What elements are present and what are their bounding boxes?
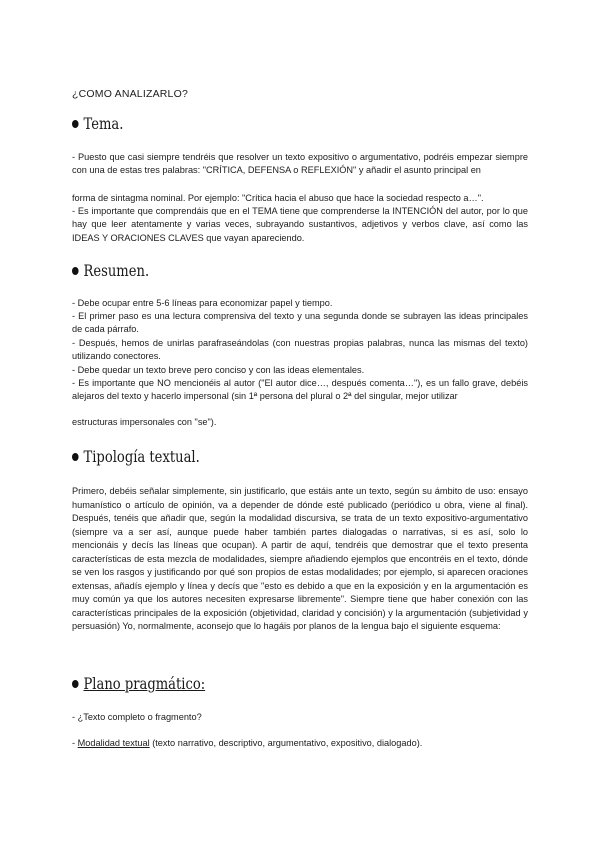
bullet-icon xyxy=(72,120,79,128)
resumen-line-4: - Debe quedar un texto breve pero conciso y con las ideas elementales. xyxy=(72,365,365,375)
resumen-line-3: - Después, hemos de unirlas parafraseándolas (con nuestras propias palabras, nunca las mismas del texto) utilizando conectores. xyxy=(72,338,528,362)
section-heading-plano-pragmatico xyxy=(72,674,205,693)
resumen-line-5: - Es importante que NO mencionéis al autor ("El autor dice…, después comenta…"), es un fallo grave, debéis alejaros del texto y hacerlo impersonal (sin 1ª persona del plural o 2ª del singular, mejor utilizar xyxy=(72,378,528,402)
plano-line-2-rest: (texto narrativo, descriptivo, argumentativo, expositivo, dialogado). xyxy=(149,738,423,748)
bullet-icon xyxy=(72,453,79,461)
section-heading-tema xyxy=(72,114,123,133)
plano-line-2-prefix: - xyxy=(72,738,78,748)
tipologia-paragraph: Primero, debéis señalar simplemente, sin justificarlo, que estáis ante un texto, según su ámbito de uso: ensayo humanístico o artículo de opinión, va a depender de dónde esté publicado (periódico u obra, viene al final). Después, tenéis que añadir que, según la modalidad discursiva, se trata de un texto expositivo-argumentativo (siempre va a ser así, aunque puede haber también partes dialogadas o narrativas, si es así, solo lo mencionáis y decís las líneas que ocupan). A partir de aquí, tendréis que demostrar que el texto presenta características de esta mezcla de modalidades, siempre añadiendo ejemplos que encontréis en el texto, dónde se ven los rasgos y justificando por qué son propios de estas modalidades; por ejemplo, si aparecen oraciones extensas, añadís ejemplo y línea y decís que "esto es debido a que en la exposición y en la argumentación es muy común ya que los autores necesiten expresarse libremente". Siempre tiene que haber conexión con las características principales de la exposición (objetividad, claridad y concisión) y la argumentación (subjetividad y persuasión) Yo, normalmente, aconsejo que lo hagáis por planos de la lengua bajo el siguiente esquema: xyxy=(72,486,528,631)
heading-text: Tema. xyxy=(83,114,124,133)
section-heading-tipologia xyxy=(72,447,200,466)
modalidad-textual-term: Modalidad textual xyxy=(77,738,150,748)
heading-text: Tipología textual. xyxy=(83,447,200,466)
resumen-line-2: - El primer paso es una lectura comprensiva del texto y una segunda donde se subrayen las ideas principales de cada párrafo. xyxy=(72,311,528,335)
bullet-icon xyxy=(72,267,79,275)
heading-text: Plano pragmático: xyxy=(83,674,206,693)
resumen-line-1: - Debe ocupar entre 5-6 líneas para economizar papel y tiempo. xyxy=(72,298,333,308)
plano-line-1: - ¿Texto completo o fragmento? xyxy=(72,712,202,722)
plano-line-2 xyxy=(72,737,528,750)
section-heading-resumen xyxy=(72,261,149,280)
tema-paragraph-1: - Puesto que casi siempre tendréis que resolver un texto expositivo o argumentativo, podréis empezar siempre con una de estas tres palabras: "CRÍTICA, DEFENSA o REFLEXIÓN" y añadir el asunto principal en xyxy=(72,152,528,176)
tema-paragraph-2: forma de sintagma nominal. Por ejemplo: "Crítica hacia el abuso que hace la sociedad respecto a…". xyxy=(72,193,484,203)
resumen-line-6: estructuras impersonales con "se"). xyxy=(72,417,217,427)
tema-paragraph-3: - Es importante que comprendáis que en el TEMA tiene que comprenderse la INTENCIÓN del autor, por lo que hay que leer atentamente y varias veces, subrayando sustantivos, adjetivos y verbos clave, así como las IDEAS Y ORACIONES CLAVES que vayan apareciendo. xyxy=(72,206,528,243)
document-title: ¿COMO ANALIZARLO? xyxy=(72,88,189,100)
bullet-icon xyxy=(72,680,79,688)
heading-text: Resumen. xyxy=(83,261,150,280)
